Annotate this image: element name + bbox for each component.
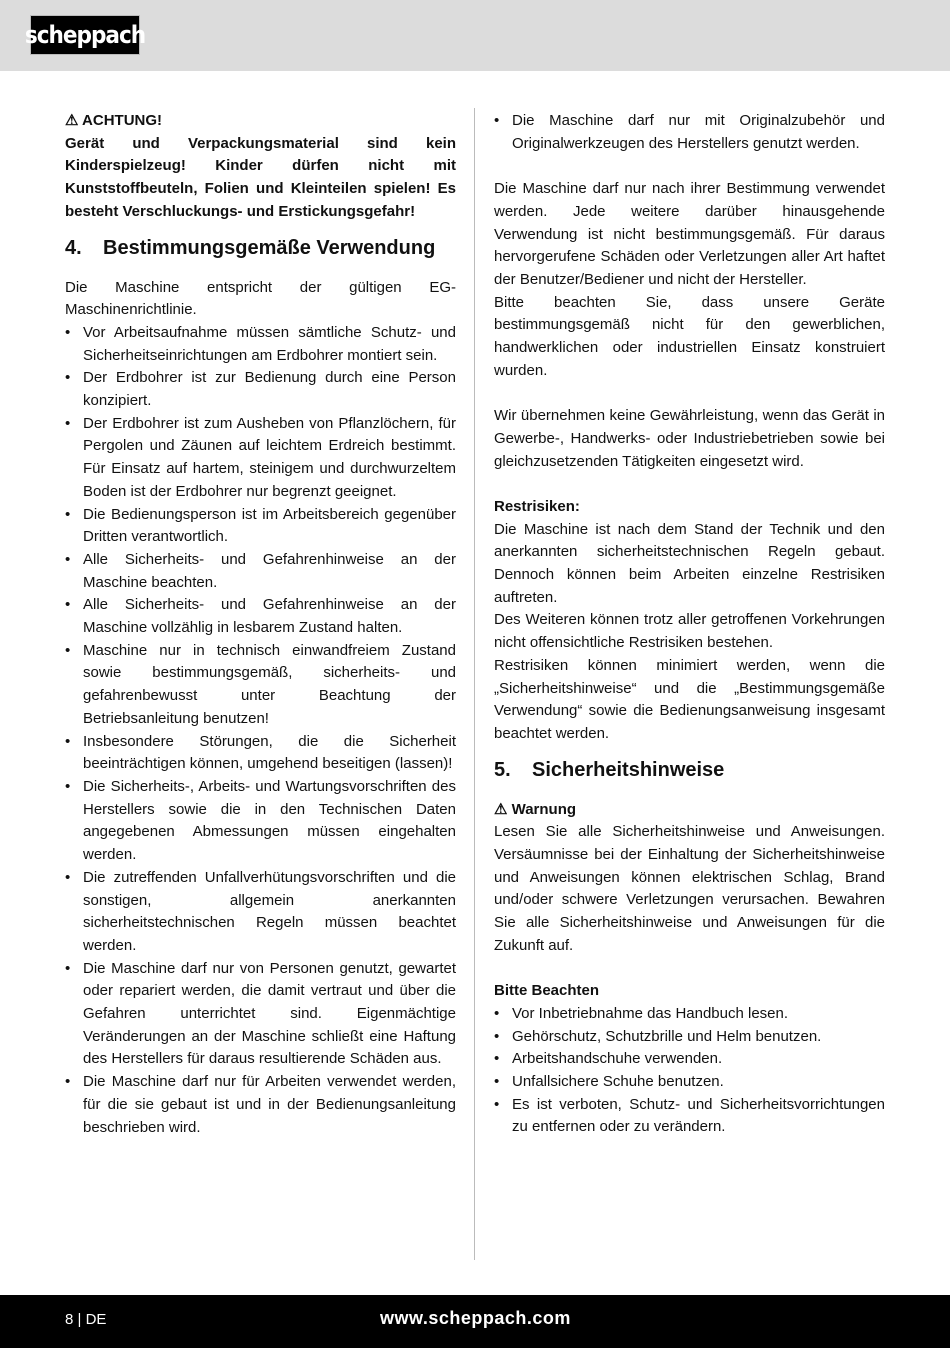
list-item: • Vor Arbeitsaufnahme müssen sämtliche Schutz- und Sicherheitseinrichtungen am Erdbohrer montiert sein.: [65, 322, 456, 367]
warning-text: Lesen Sie alle Sicherheitshinweise und Anweisungen. Versäumnisse bei der Einhaltung der Sicherheitshinweise und Anweisungen können elektrischen Schlag, Brand und/oder schwere Verletzungen verursachen. Bewahren Sie alle Sicherheitshinweise und Anweisungen für die Zukunft auf.: [494, 823, 885, 954]
list-item: • Gehörschutz, Schutzbrille und Helm benutzen.: [494, 1026, 885, 1049]
list-item: • Insbesondere Störungen, die die Sicherheit beeinträchtigen können, umgehend beseitigen (lassen)!: [65, 731, 456, 776]
paragraph: Restrisiken können minimiert werden, wenn die „Sicherheitshinweise“ und die „Bestimmungsgemäße Verwendung“ sowie die Bedienungsanweisung insgesamt beachtet werden.: [494, 656, 885, 742]
section-heading-5: [494, 755, 885, 785]
list-item: • Maschine nur in technisch einwandfreiem Zustand sowie bestimmungsgemäß, sicherheits- und gefahrenbewusst unter Beachtung der Betriebsanleitung benutzen!: [65, 640, 456, 731]
list-item: • Die Bedienungsperson ist im Arbeitsbereich gegenüber Dritten verantwortlich.: [65, 504, 456, 549]
paragraph: Die Maschine ist nach dem Stand der Technik und den anerkannten sicherheitstechnischen Regeln gebaut. Dennoch können beim Arbeiten einzelne Restrisiken auftreten.: [494, 520, 885, 606]
warning-title: ⚠ Warnung: [494, 800, 577, 818]
section-heading-4: [65, 233, 456, 263]
list-item: • Die zutreffenden Unfallverhütungsvorschriften und die sonstigen, allgemein anerkannten sicherheitstechnischen Regeln müssen beachtet werden.: [65, 867, 456, 958]
list-item: • Die Maschine darf nur von Personen genutzt, gewartet oder repariert werden, die damit vertraut und über die Gefahren unterrichtet sind. Eigenmächtige Veränderungen an der Maschine schließt eine Haftung des Herstellers für daraus resultierende Schäden aus.: [65, 958, 456, 1072]
column-divider: [474, 108, 475, 1260]
paragraph: Wir übernehmen keine Gewährleistung, wenn das Gerät in Gewerbe-, Handwerks- oder Industriebetrieben sowie bei gleichzusetzenden Tätigkeiten eingesetzt wird.: [494, 407, 885, 470]
intro-paragraph: Die Maschine entspricht der gültigen EG-Maschinenrichtlinie.: [65, 278, 456, 319]
list-item: • Es ist verboten, Schutz- und Sicherheitsvorrichtungen zu entfernen oder zu verändern.: [494, 1094, 885, 1139]
list-item: • Der Erdbohrer ist zum Ausheben von Pflanzlöchern, für Pergolen und Zäunen auf leichtem Erdreich bestimmt. Für Einsatz auf hartem, steinigem und durchwurzeltem Boden ist der Erdbohrer nur begrenzt geeignet.: [65, 413, 456, 504]
scheppach-logo: scheppach: [30, 15, 140, 55]
list-item: • Die Maschine darf nur mit Originalzubehör und Originalwerkzeugen des Herstellers genutzt werden.: [494, 110, 885, 155]
restrisiken-title: Restrisiken:: [494, 497, 580, 515]
usage-list: [65, 322, 456, 1139]
note-title: Bitte Beachten: [494, 982, 600, 1000]
heading-text: Sicherheitshinweise: [532, 758, 725, 781]
page-header: [0, 0, 950, 71]
list-item: • Vor Inbetriebnahme das Handbuch lesen.: [494, 1003, 885, 1026]
list-item: • Arbeitshandschuhe verwenden.: [494, 1048, 885, 1071]
list-item: • Die Sicherheits-, Arbeits- und Wartungsvorschriften des Herstellers sowie die in den Technischen Daten angegebenen Abmessungen müssen eingehalten werden.: [65, 776, 456, 867]
page-footer: [0, 1295, 950, 1348]
page-number: 8 | DE: [65, 1311, 107, 1328]
heading-number: 5.: [494, 758, 511, 781]
warning-text: Gerät und Verpackungsmaterial sind kein Kinderspielzeug! Kinder dürfen nicht mit Kunststoffbeuteln, Folien und Kleinteilen spielen! Es besteht Verschluckungs- und Erstickungsgefahr!: [65, 134, 456, 220]
heading-text: Bestimmungsgemäße Verwendung: [103, 236, 436, 259]
website-url: www.scheppach.com: [380, 1308, 571, 1328]
notes-list: [494, 1003, 885, 1139]
paragraph: Die Maschine darf nur nach ihrer Bestimmung verwendet werden. Jede weitere darüber hinausgehende Verwendung ist nicht bestimmungsgemäß. Für daraus hervorgerufene Schäden oder Verletzungen aller Art haftet der Benutzer/Bediener und nicht der Hersteller.: [494, 180, 885, 288]
warning-title: ⚠ ACHTUNG!: [65, 112, 163, 129]
right-column: [494, 110, 885, 1139]
paragraph: Bitte beachten Sie, dass unsere Geräte bestimmungsgemäß nicht für den gewerblichen, handwerklichen oder industriellen Einsatz konstruiert wurden.: [494, 293, 885, 379]
list-item: • Alle Sicherheits- und Gefahrenhinweise an der Maschine beachten.: [65, 549, 456, 594]
paragraph: Des Weiteren können trotz aller getroffenen Vorkehrungen nicht offensichtliche Restrisiken bestehen.: [494, 611, 885, 652]
list-item: • Alle Sicherheits- und Gefahrenhinweise an der Maschine vollzählig in lesbarem Zustand halten.: [65, 594, 456, 639]
list-item: • Die Maschine darf nur für Arbeiten verwendet werden, für die sie gebaut ist und in der Bedienungsanleitung beschrieben wird.: [65, 1071, 456, 1139]
left-column: [65, 110, 456, 1139]
list-item: • Unfallsichere Schuhe benutzen.: [494, 1071, 885, 1094]
heading-number: 4.: [65, 236, 82, 259]
list-item: • Der Erdbohrer ist zur Bedienung durch eine Person konzipiert.: [65, 367, 456, 412]
